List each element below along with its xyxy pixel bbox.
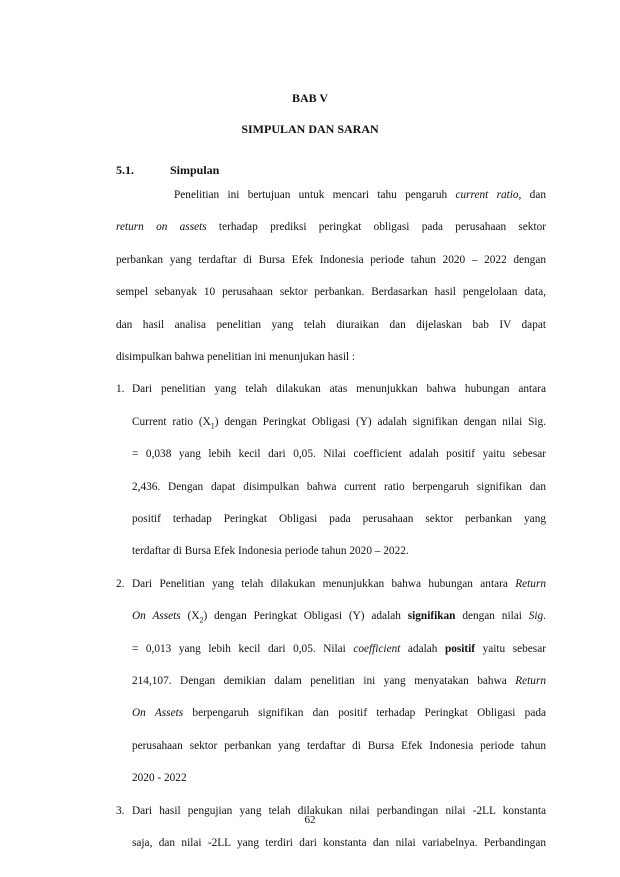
list-item-line: Dari hasil pengujian yang telah dilakukan nilai perbandingan nilai -2LL konstanta xyxy=(132,804,546,817)
list-item-number: 3. xyxy=(116,804,125,817)
paragraph-line: perbankan yang terdaftar di Bursa Efek Indonesia periode tahun 2020 – 2022 dengan xyxy=(116,253,546,266)
list-item-line: 2,436. Dengan dapat disimpulkan bahwa current ratio berpengaruh signifikan dan xyxy=(132,480,546,493)
list-item-line: Dari Penelitian yang telah dilakukan menunjukkan bahwa hubungan antara Return xyxy=(132,577,546,590)
chapter-label: BAB V xyxy=(291,91,329,105)
paragraph-line: sempel sebanyak 10 perusahaan sektor perbankan. Berdasarkan hasil pengelolaan data, xyxy=(116,286,546,299)
section-heading xyxy=(116,163,219,178)
section-title: Simpulan xyxy=(170,163,220,177)
list-item-line: perusahaan sektor perbankan yang terdaftar di Bursa Efek Indonesia periode tahun xyxy=(132,739,546,752)
list-item-line: 214,107. Dengan demikian dalam penelitian ini yang menyatakan bahwa Return xyxy=(132,675,546,687)
list-item-number: 1. xyxy=(116,383,125,396)
paragraph-line: Penelitian ini bertujuan untuk mencari tahu pengaruh current ratio, dan xyxy=(174,189,546,201)
paragraph-line: return on assets terhadap prediksi peringkat obligasi pada perusahaan sektor xyxy=(116,221,546,234)
section-number: 5.1. xyxy=(116,163,134,177)
list-item-line: On Assets $(X_2)$ dengan Peringkat Obligasi (Y) adalah signifikan dengan nilai Sig. xyxy=(132,610,546,625)
page-number: 62 xyxy=(304,814,316,826)
list-item-line: Current ratio $(X_1)$ dengan Peringkat Obligasi (Y) adalah signifikan dengan nilai Sig. xyxy=(132,415,546,431)
list-item-line: terdaftar di Bursa Efek Indonesia periode tahun 2020 – 2022. xyxy=(132,545,409,558)
paragraph-line: disimpulkan bahwa penelitian ini menunjukan hasil : xyxy=(116,351,356,363)
list-item-line: 2020 - 2022 xyxy=(132,772,187,785)
list-item-line: = 0,013 yang lebih kecil dari 0,05. Nilai coefficient adalah positif yaitu sebesar xyxy=(132,642,546,655)
list-item-line: On Assets berpengaruh signifikan dan positif terhadap Peringkat Obligasi pada xyxy=(132,707,546,720)
list-item-number: 2. xyxy=(116,577,125,590)
list-item-line: = 0,038 yang lebih kecil dari 0,05. Nilai coefficient adalah positif yaitu sebesar xyxy=(132,448,546,461)
list-item-line: positif terhadap Peringkat Obligasi pada perusahaan sektor perbankan yang xyxy=(132,513,546,525)
paragraph-line: dan hasil analisa penelitian yang telah diuraikan dan dijelaskan bab IV dapat xyxy=(116,318,546,331)
list-item-line: Dari penelitian yang telah dilakukan atas menunjukkan bahwa hubungan antara xyxy=(132,383,546,396)
list-item-line: saja, dan nilai -2LL yang terdiri dari konstanta dan nilai variabelnya. Perbandingan xyxy=(132,837,546,849)
chapter-title: SIMPULAN DAN SARAN xyxy=(241,122,379,136)
